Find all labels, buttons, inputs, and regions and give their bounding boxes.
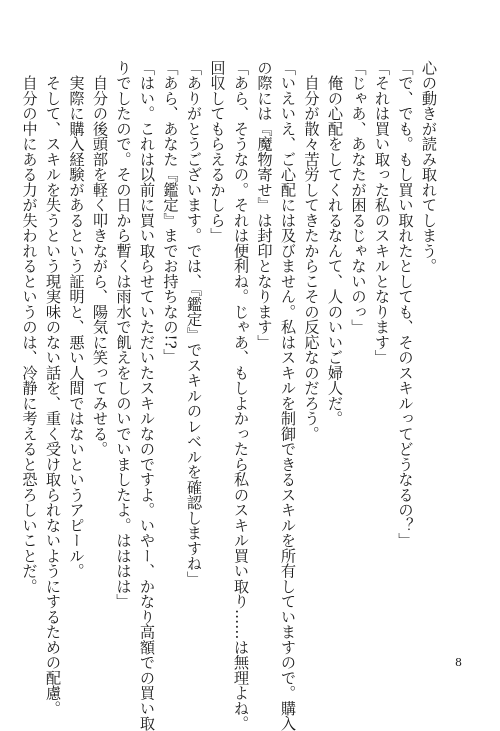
text-line: 実際に購入経験があるという証明と、悪い人間ではないというアピール。 bbox=[67, 60, 86, 579]
text-line: 心の動きが読み取れてしまう。 bbox=[420, 60, 438, 274]
text-line: 「それは買い取った私のスキルとなります」 bbox=[373, 60, 391, 365]
text-line: 「はい。これは以前に買い取らせていただいたスキルなのですよ。いやー、かなり高額での買い取 bbox=[138, 60, 156, 731]
body-text bbox=[17, 60, 440, 731]
text-line: 「で、でも。もし買い取れたとしても、そのスキルってどうなるの？」 bbox=[396, 60, 415, 548]
text-line: りでしたので。その日から暫くは雨水で飢えをしのいでいましたよ。はははは」 bbox=[114, 60, 133, 609]
text-line: の際には『魔物寄せ』は封印となります」 bbox=[255, 60, 274, 350]
text-line: 「じゃあ、あなたが困るじゃないのっ」 bbox=[349, 60, 368, 335]
text-line: 「あら、あなた『鑑定』までお持ちなの!?」 bbox=[161, 60, 180, 365]
text-line: 自分の中にある力が失われるというのは、冷静に考えると恐ろしいことだ。 bbox=[20, 60, 39, 594]
text-line: 「あら、そうなの。それは便利ね。じゃあ、もしよかったら私のスキル買い取り……は無理よね。 bbox=[232, 60, 250, 731]
text-line: 自分が散々苦労してきたからこその反応なのだろう。 bbox=[302, 60, 321, 442]
text-line: 「いえいえ、ご心配には及びません。私はスキルを制御できるスキルを所有していますので。購入 bbox=[279, 60, 297, 731]
text-line: そして、スキルを失うという現実味のない話を、重く受け取られないようにするための配慮。 bbox=[44, 60, 62, 716]
text-line: 「ありがとうございます。では、『鑑定』でスキルのレベルを確認しますね」 bbox=[185, 60, 203, 587]
text-line: 回収してもらえるかしら」 bbox=[208, 60, 227, 243]
page-number: 8 bbox=[455, 656, 462, 669]
text-line: 自分の後頭部を軽く叩きながら、陽気に笑ってみせる。 bbox=[91, 60, 109, 457]
text-line: 俺の心配をしてくれるなんて、人のいいご婦人だ。 bbox=[326, 60, 344, 426]
